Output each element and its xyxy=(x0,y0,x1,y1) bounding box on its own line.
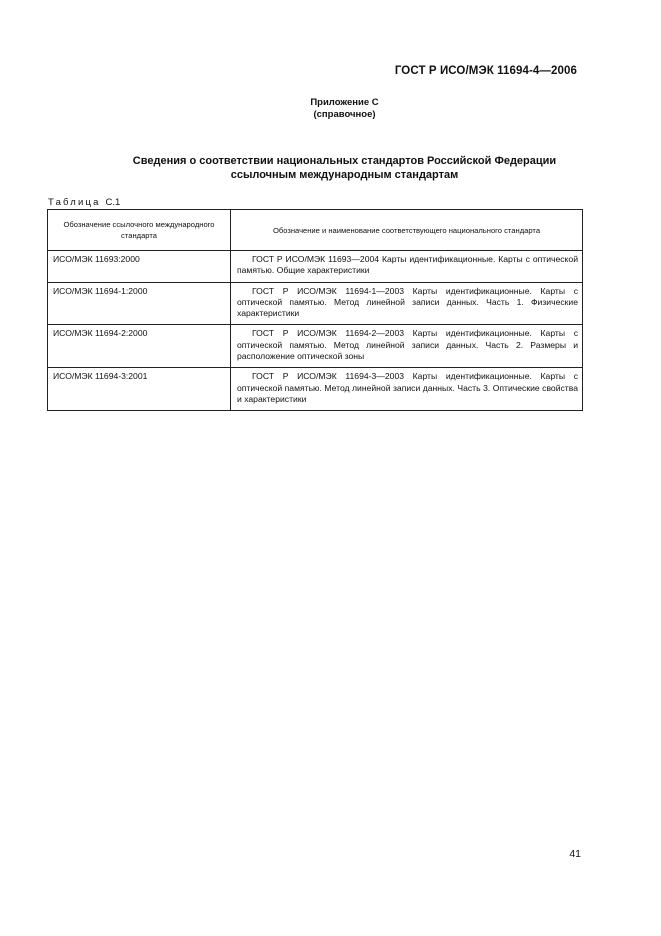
cell-international-standard: ИСО/МЭК 11694-2:2000 xyxy=(48,325,231,368)
cell-international-standard: ИСО/МЭК 11694-1:2000 xyxy=(48,282,231,325)
national-standard-text: ГОСТ Р ИСО/МЭК 11694-3—2003 Карты идентификационные. Карты с оптической памятью. Метод линейной записи данных. Часть 3. Оптические свойства и характеристики xyxy=(237,371,578,404)
table-caption-label: Таблица xyxy=(48,197,101,208)
table-row xyxy=(48,282,583,325)
page-number: 41 xyxy=(569,848,581,860)
national-standard-text: ГОСТ Р ИСО/МЭК 11694-1—2003 Карты идентификационные. Карты с оптической памятью. Метод линейной записи данных. Часть 1. Физические характеристики xyxy=(237,285,578,319)
table-caption xyxy=(48,197,120,208)
cell-national-standard xyxy=(231,325,583,368)
table-caption-number: С.1 xyxy=(105,197,121,208)
annex-title: Приложение С xyxy=(310,97,379,108)
page-title-line-1: Сведения о соответствии национальных стандартов Российской Федерации xyxy=(132,155,557,167)
header-national-standard: Обозначение и наименование соответствующего национального стандарта xyxy=(231,210,583,251)
conformity-table xyxy=(47,209,583,411)
header-international-standard: Обозначение ссылочного международного стандарта xyxy=(48,210,231,251)
table-row xyxy=(48,325,583,368)
cell-national-standard xyxy=(231,251,583,283)
table-row xyxy=(48,251,583,283)
annex-subtitle: (справочное) xyxy=(313,109,376,120)
cell-international-standard: ИСО/МЭК 11693:2000 xyxy=(48,251,231,283)
cell-national-standard xyxy=(231,368,583,411)
national-standard-text: ГОСТ Р ИСО/МЭК 11693—2004 Карты идентификационные. Карты с оптической памятью. Общие характеристики xyxy=(237,254,578,276)
page-title-line-2: ссылочным международным стандартам xyxy=(230,169,459,181)
cell-international-standard: ИСО/МЭК 11694-3:2001 xyxy=(48,368,231,411)
national-standard-text: ГОСТ Р ИСО/МЭК 11694-2—2003 Карты идентификационные. Карты с оптической памятью. Метод линейной записи данных. Часть 2. Размеры и расположение оптической зоны xyxy=(237,328,578,362)
document-code: ГОСТ Р ИСО/МЭК 11694-4—2006 xyxy=(394,65,577,77)
cell-national-standard xyxy=(231,282,583,325)
page-title xyxy=(0,154,661,182)
table-header-row xyxy=(48,210,583,251)
annex-heading xyxy=(0,97,661,121)
table-row xyxy=(48,368,583,411)
